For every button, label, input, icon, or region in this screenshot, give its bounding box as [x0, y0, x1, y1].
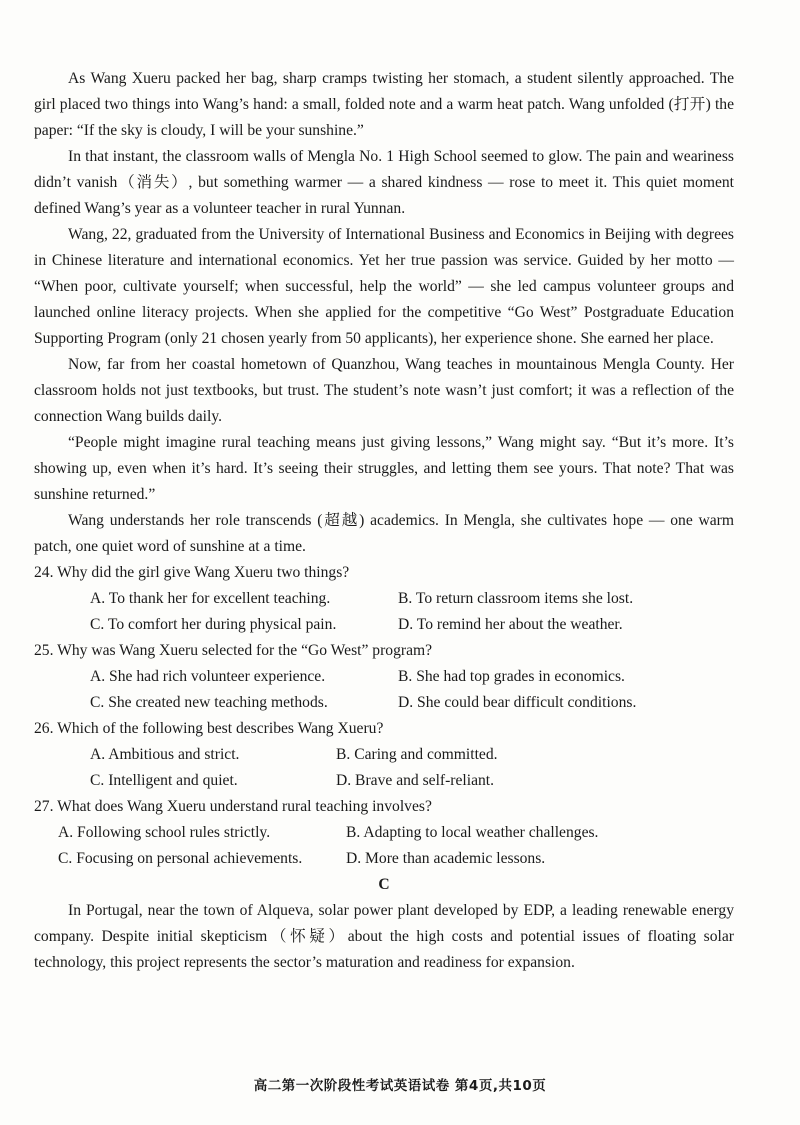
option-b: B. Caring and committed.	[336, 746, 498, 763]
option-d: D. She could bear difficult conditions.	[398, 694, 637, 711]
exam-page	[34, 66, 734, 976]
option-d: D. Brave and self-reliant.	[336, 772, 495, 789]
option-c: C. She created new teaching methods.	[90, 694, 328, 711]
paragraph: Now, far from her coastal hometown of Quanzhou, Wang teaches in mountainous Mengla County. Her classroom holds not just textbooks, but trust. The student’s note wasn’t just comfort; it was a reflection of the connection Wang builds daily.	[34, 356, 734, 425]
option-c: C. Intelligent and quiet.	[90, 772, 238, 789]
option-a: A. She had rich volunteer experience.	[90, 668, 326, 685]
question-27	[34, 794, 734, 872]
page-footer: 高二第一次阶段性考试英语试卷 第4页,共10页	[253, 1078, 547, 1094]
option-c: C. Focusing on personal achievements.	[58, 850, 303, 867]
option-d: D. More than academic lessons.	[346, 850, 546, 867]
option-b: B. Adapting to local weather challenges.	[346, 824, 599, 841]
option-b: B. She had top grades in economics.	[398, 668, 625, 685]
paragraph: As Wang Xueru packed her bag, sharp cramps twisting her stomach, a student silently approached. The girl placed two things into Wang’s hand: a small, folded note and a warm heat patch. Wang unfolded (打开) the paper: “If the sky is cloudy, I will be your sunshine.”	[34, 70, 734, 139]
passage-b	[34, 66, 734, 560]
option-a: A. Ambitious and strict.	[90, 746, 240, 763]
options	[34, 742, 734, 794]
options	[34, 820, 734, 872]
section-c-paragraph: In Portugal, near the town of Alqueva, solar power plant developed by EDP, a leading renewable energy company. Despite initial skepticism（怀疑）about the high costs and potential issues of floating solar technology, this project represents the sector’s maturation and readiness for expansion.	[34, 902, 734, 971]
question-25	[34, 638, 734, 716]
option-a: A. Following school rules strictly.	[58, 824, 271, 841]
question-stem: 24. Why did the girl give Wang Xueru two things?	[34, 564, 350, 581]
option-b: B. To return classroom items she lost.	[398, 590, 634, 607]
section-c-heading: C	[378, 876, 390, 893]
paragraph: Wang understands her role transcends (超越) academics. In Mengla, she cultivates hope — one warm patch, one quiet word of sunshine at a time.	[34, 512, 734, 555]
paragraph: Wang, 22, graduated from the University of International Business and Economics in Beijing with degrees in Chinese literature and international economics. Yet her true passion was service. Guided by her motto — “When poor, cultivate yourself; when successful, help the world” — she led campus volunteer groups and launched online literacy projects. When she applied for the competitive “Go West” Postgraduate Education Supporting Program (only 21 chosen yearly from 50 applicants), her experience shone. She earned her place.	[34, 226, 734, 347]
option-c: C. To comfort her during physical pain.	[90, 616, 337, 633]
question-24	[34, 560, 734, 638]
paragraph: In that instant, the classroom walls of Mengla No. 1 High School seemed to glow. The pain and weariness didn’t vanish（消失）, but something warmer — a shared kindness — rose to meet it. This quiet moment defined Wang’s year as a volunteer teacher in rural Yunnan.	[34, 148, 734, 217]
paragraph: “People might imagine rural teaching means just giving lessons,” Wang might say. “But it’s more. It’s showing up, even when it’s hard. It’s seeing their struggles, and letting them see yours. That note? That was sunshine returned.”	[34, 434, 734, 503]
options	[34, 664, 734, 716]
option-d: D. To remind her about the weather.	[398, 616, 623, 633]
question-stem: 25. Why was Wang Xueru selected for the “Go West” program?	[34, 642, 433, 659]
question-stem: 26. Which of the following best describes Wang Xueru?	[34, 720, 384, 737]
question-26	[34, 716, 734, 794]
options	[34, 586, 734, 638]
question-stem: 27. What does Wang Xueru understand rural teaching involves?	[34, 798, 432, 815]
option-a: A. To thank her for excellent teaching.	[90, 590, 331, 607]
